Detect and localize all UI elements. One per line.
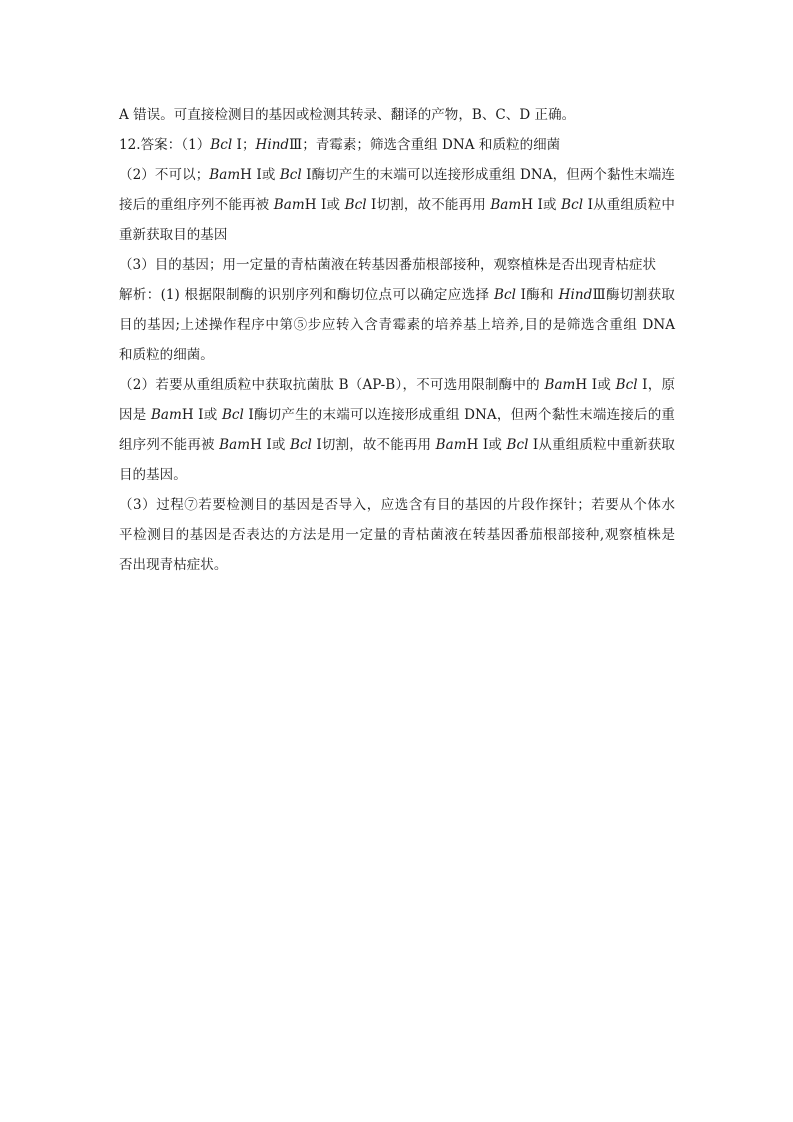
text-segment: （3）目的基因；用一定量的青枯菌液在转基因番茄根部接种，观察植株是否出现青枯症状 — [119, 257, 657, 273]
text-segment: 接后的重组序列不能再被 — [119, 197, 274, 213]
text-segment: H Ⅰ或 — [240, 167, 280, 183]
text-segment: 目的基因;上述操作程序中第⑤步应转入含青霉素的培养基上培养,目的是筛选含重组 DNA — [119, 317, 675, 333]
text-segment: 平检测目的基因是否表达的方法是用一定量的青枯菌液在转基因番茄根部接种,观察植株是 — [119, 527, 675, 543]
text-segment: Ⅲ酶切割获取 — [592, 287, 675, 303]
text-line-content — [119, 107, 575, 123]
text-line — [119, 340, 675, 370]
text-segment: H Ⅰ或 — [521, 197, 562, 213]
text-line-content — [119, 527, 675, 543]
italic-term: Bcl — [279, 167, 302, 183]
italic-term: Bcl — [210, 137, 233, 153]
italic-term: Bcl — [289, 437, 312, 453]
text-segment: Ⅰ酶切产生的末端可以连接形成重组 DNA，但两个黏性末端连 — [301, 167, 675, 183]
italic-term: Bam — [490, 197, 522, 213]
text-line — [119, 160, 675, 190]
text-segment: （2）若要从重组质粒中获取抗菌肽 B（AP-B），不可选用限制酶中的 — [119, 377, 545, 393]
text-segment: 因是 — [119, 407, 151, 423]
text-segment: Ⅰ，原 — [637, 377, 675, 393]
italic-term: Bcl — [561, 197, 584, 213]
text-segment: Ⅰ酶切产生的末端可以连接形成重组 DNA，但两个黏性末端连接后的重 — [243, 407, 675, 423]
text-line — [119, 520, 675, 550]
italic-term: Bam — [273, 197, 305, 213]
text-segment: 解析：(1) 根据限制酶的识别序列和酶切位点可以确定应选择 — [119, 287, 495, 303]
text-line-content — [119, 227, 227, 243]
text-line — [119, 100, 675, 130]
text-line-content — [119, 347, 214, 363]
text-segment: A 错误。可直接检测目的基因或检测其转录、翻译的产物，B、C、D 正确。 — [119, 107, 576, 123]
text-segment: Ⅰ切割，故不能再用 — [311, 437, 436, 453]
italic-term: Bam — [209, 167, 241, 183]
italic-term: Bcl — [221, 407, 244, 423]
text-line — [119, 460, 675, 490]
text-line-content — [119, 407, 675, 423]
italic-term: Hind — [558, 287, 593, 303]
text-segment: Ⅲ；青霉素；筛选含重组 DNA 和质粒的细菌 — [289, 137, 561, 153]
text-segment: 否出现青枯症状。 — [119, 557, 228, 573]
text-line — [119, 310, 675, 340]
text-segment: 12.答案：（1） — [119, 137, 211, 153]
text-segment: （3）过程⑦若要检测目的基因是否导入，应选含有目的基因的片段作探针；若要从个体水 — [119, 497, 675, 513]
text-line-content — [119, 257, 656, 273]
text-segment: H Ⅰ或 — [250, 437, 290, 453]
italic-term: Bcl — [344, 197, 367, 213]
text-line — [119, 220, 675, 250]
text-line-content — [119, 197, 675, 213]
text-line-content — [119, 497, 675, 513]
text-line — [119, 370, 675, 400]
text-segment: Ⅰ从重组质粒中 — [583, 197, 675, 213]
text-segment: Ⅰ切割，故不能再用 — [366, 197, 491, 213]
text-segment: H Ⅰ或 — [304, 197, 345, 213]
text-line-content — [119, 137, 560, 153]
italic-term: Bam — [435, 437, 467, 453]
text-line — [119, 190, 675, 220]
text-line — [119, 280, 675, 310]
text-line-content — [119, 377, 675, 393]
text-line-content — [119, 437, 675, 453]
text-line — [119, 490, 675, 520]
italic-term: Bcl — [506, 437, 529, 453]
italic-term: Bam — [150, 407, 182, 423]
italic-term: Bcl — [615, 377, 638, 393]
text-segment: H Ⅰ或 — [575, 377, 616, 393]
text-line — [119, 250, 675, 280]
italic-term: Hind — [255, 137, 290, 153]
text-line — [119, 550, 675, 580]
text-segment: Ⅰ从重组质粒中重新获取 — [528, 437, 675, 453]
text-segment: H Ⅰ或 — [466, 437, 507, 453]
text-segment: 目的基因。 — [119, 467, 187, 483]
text-line — [119, 430, 675, 460]
text-segment: Ⅰ； — [232, 137, 256, 153]
text-segment: （2）不可以； — [119, 167, 210, 183]
text-line-content — [119, 287, 675, 303]
text-line-content — [119, 167, 675, 183]
text-segment: 和质粒的细菌。 — [119, 347, 214, 363]
text-line-content — [119, 467, 187, 483]
text-segment: Ⅰ酶和 — [515, 287, 559, 303]
answer-explanation-text — [119, 100, 675, 580]
text-line — [119, 400, 675, 430]
text-line-content — [119, 557, 227, 573]
italic-term: Bam — [544, 377, 576, 393]
text-line-content — [119, 317, 675, 333]
text-segment: 组序列不能再被 — [119, 437, 220, 453]
italic-term: Bam — [219, 437, 251, 453]
text-segment: 重新获取目的基因 — [119, 227, 228, 243]
text-line — [119, 130, 675, 160]
text-segment: H Ⅰ或 — [181, 407, 222, 423]
italic-term: Bcl — [494, 287, 516, 303]
